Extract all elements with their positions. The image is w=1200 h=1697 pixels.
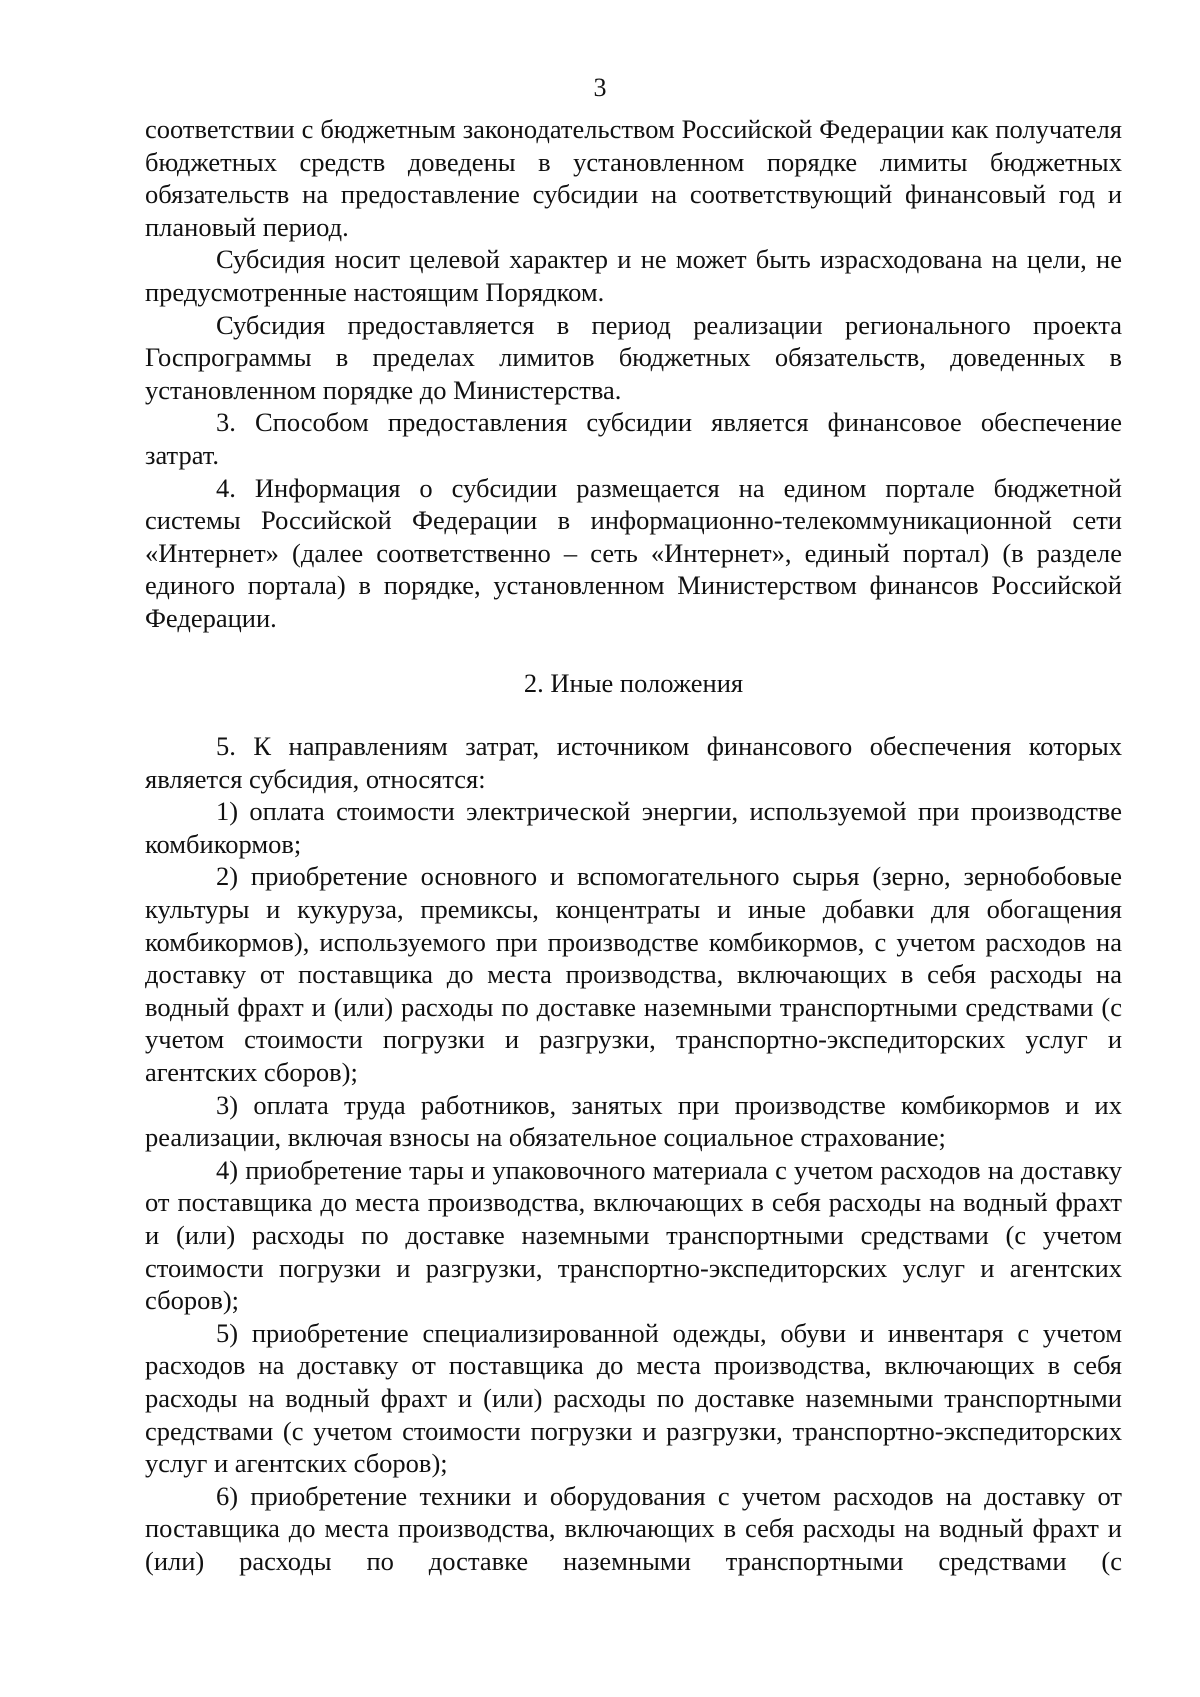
list-item-4: 4) приобретение тары и упаковочного материала с учетом расходов на доставку от поставщика до места производства, включающих в себя расходы на водный фрахт и (или) расходы по доставке наземными транспортными средствами (с учетом стоимости погрузки и разгрузки, транспортно-экспедиторских услуг и агентских сборов); [145, 1154, 1122, 1316]
page-number: 3 [593, 73, 607, 102]
list-item-2: 2) приобретение основного и вспомогательного сырья (зерно, зернобобовые культуры и кукуруза, премиксы, концентраты и иные добавки для обогащения комбикормов), используемого при производстве комбикормов, с учетом расходов на доставку от поставщика до места производства, включающих в себя расходы на водный фрахт и (или) расходы по доставке наземными транспортными средствами (с учетом стоимости погрузки и разгрузки, транспортно-экспедиторских услуг и агентских сборов); [145, 861, 1122, 1088]
list-item-1: 1) оплата стоимости электрической энергии, используемой при производстве комбикормов; [145, 796, 1122, 859]
paragraph-clause-3: 3. Способом предоставления субсидии является финансовое обеспечение затрат. [145, 407, 1122, 470]
paragraph-clause-4: 4. Информация о субсидии размещается на едином портале бюджетной системы Российской Федерации в информационно-телекоммуникационной сети «Интернет» (далее соответственно – сеть «Интернет», единый портал) (в разделе единого портала) в порядке, установленном Министерством финансов Российской Федерации. [145, 472, 1122, 633]
paragraph-continuation: соответствии с бюджетным законодательством Российской Федерации как получателя бюджетных средств доведены в установленном порядке лимиты бюджетных обязательств на предоставление субсидии на соответствующий финансовый год и плановый период. [145, 114, 1122, 242]
list-item-6: 6) приобретение техники и оборудования с учетом расходов на доставку от поставщика до места производства, включающих в себя расходы на водный фрахт и (или) расходы по доставке наземными транспортными средствами (с [145, 1480, 1122, 1576]
paragraph-clause-5: 5. К направлениям затрат, источником финансового обеспечения которых является субсидия, относятся: [145, 731, 1122, 794]
paragraph-period: Субсидия предоставляется в период реализации регионального проекта Госпрограммы в пределах лимитов бюджетных обязательств, доведенных в установленном порядке до Министерства. [145, 309, 1122, 405]
document-body [145, 113, 1122, 1578]
section-heading: 2. Иные положения [523, 667, 744, 698]
list-item-5: 5) приобретение специализированной одежды, обуви и инвентаря с учетом расходов на доставку от поставщика до места производства, включающих в себя расходы на водный фрахт и (или) расходы по доставке наземными транспортными средствами (с учетом стоимости погрузки и разгрузки, транспортно-экспедиторских услуг и агентских сборов); [145, 1317, 1122, 1479]
paragraph-purpose: Субсидия носит целевой характер и не может быть израсходована на цели, не предусмотренные настоящим Порядком. [145, 244, 1122, 307]
list-item-3: 3) оплата труда работников, занятых при производстве комбикормов и их реализации, включая взносы на обязательное социальное страхование; [145, 1089, 1122, 1153]
